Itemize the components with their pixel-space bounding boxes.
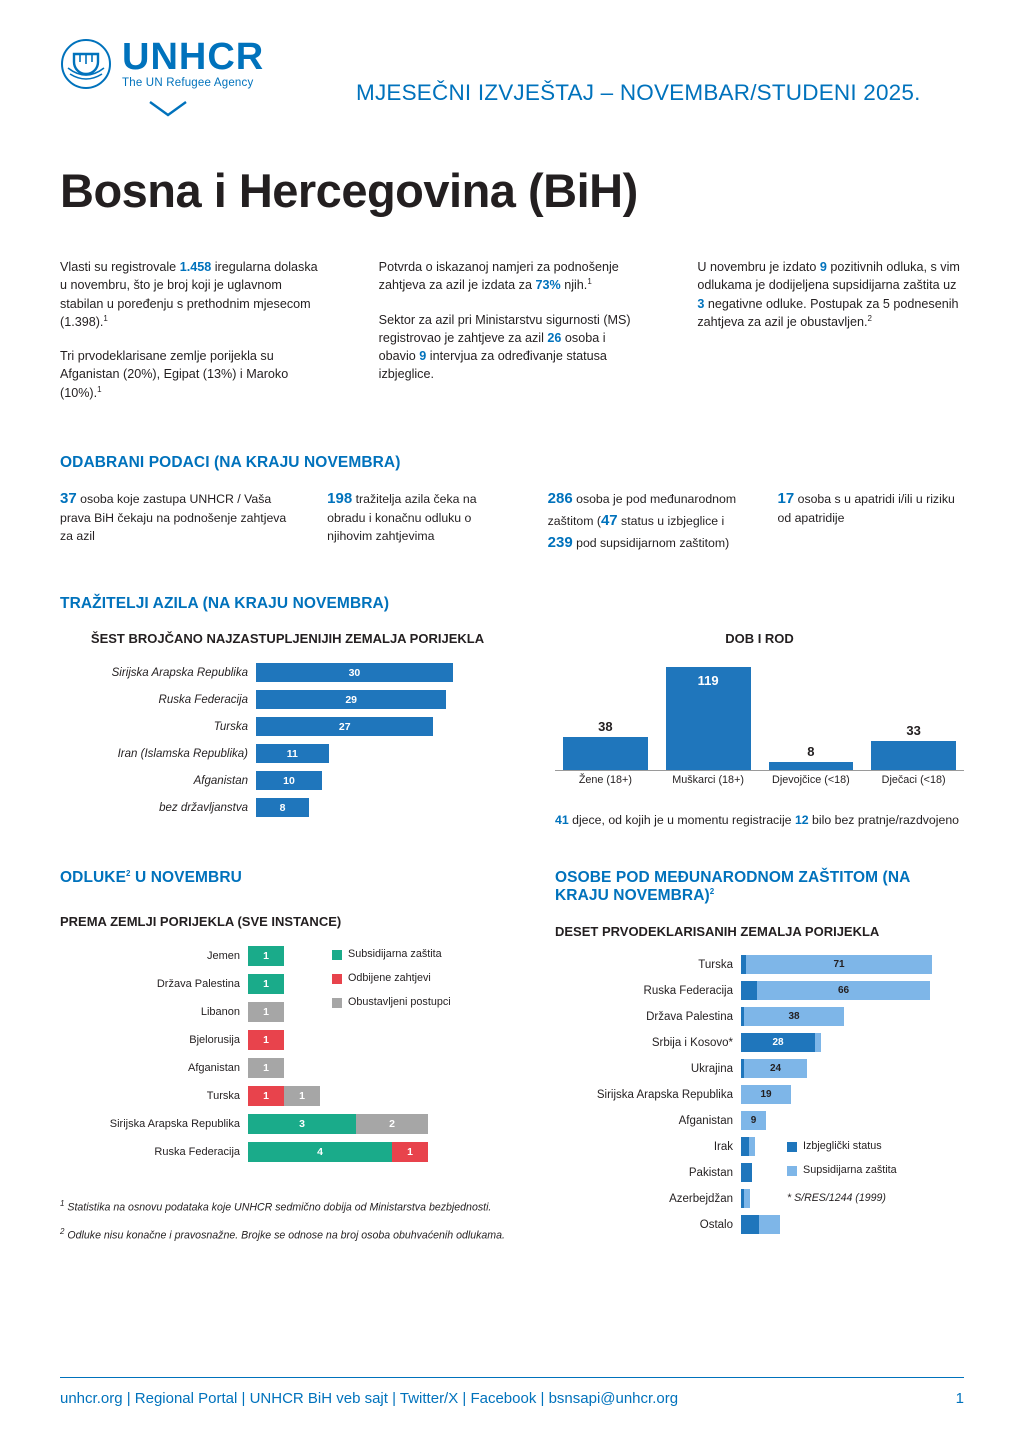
heading-text: U NOVEMBRU (130, 869, 242, 887)
note-text: bilo bez pratnje/razdvojeno (808, 812, 960, 827)
key-stat-text: osoba s u apatridi i/ili u riziku od apatridije (777, 492, 955, 525)
bar-value: 29 (345, 693, 358, 706)
key-stat (548, 488, 744, 553)
chart-column (666, 667, 751, 770)
chart-row (60, 1140, 515, 1164)
lower-charts (60, 869, 964, 1254)
bar-label: Ruska Federacija (158, 693, 248, 706)
intro-text: Vlasti su registrovale (60, 260, 180, 274)
axis-label: Žene (18+) (578, 773, 632, 786)
hbar-chart-origin (60, 662, 515, 819)
section-heading-protection (555, 869, 964, 905)
footnote-marker: 2 (126, 869, 131, 879)
bar-value: 28 (772, 1037, 784, 1049)
bar-label: Ruska Federacija (643, 984, 733, 997)
key-stat (778, 488, 965, 553)
key-stat (60, 488, 293, 553)
chart-row (555, 954, 964, 976)
footnote-text: Statistika na osnovu podataka koje UNHCR sedmično dobija od Ministarstva bezbjednosti. (64, 1201, 492, 1214)
bar-label: Libanon (200, 1005, 240, 1018)
chart-title-text: DOB I ROD (725, 631, 794, 647)
bar-segment (248, 974, 284, 994)
bar-value: 71 (833, 959, 845, 971)
bar-label: Država Palestina (646, 1010, 733, 1023)
legend-label: Supsidijarna zaštita (803, 1163, 897, 1176)
bar-segment (248, 946, 284, 966)
bar-value: 8 (807, 743, 815, 759)
intro-columns (60, 258, 964, 418)
bar-value: 3 (299, 1117, 305, 1130)
intro-text: pozitivnih odluka, s vim odlukama je dodijeljena supsidijarna zaštita uz (697, 260, 960, 293)
chart-column (769, 744, 854, 770)
decisions-legend (332, 948, 472, 1020)
legend-label: Subsidijarna zaštita (348, 947, 442, 960)
chart-row (60, 1028, 515, 1052)
bar-value: 38 (788, 1011, 800, 1023)
key-stat-number: 239 (547, 533, 573, 551)
selected-data-row (60, 488, 964, 553)
unhcr-logo (60, 38, 310, 123)
bar-value: 33 (906, 722, 921, 738)
note-number: 41 (555, 812, 569, 827)
bar-segment (248, 1030, 284, 1050)
bar-value: 1 (263, 1061, 269, 1074)
legend-label: Odbijene zahtjevi (348, 971, 431, 984)
key-stat-text: tražitelja azila čeka na obradu i konačnu odluku o njihovim zahtjevima (327, 492, 477, 543)
bar-segment (746, 955, 932, 974)
age-gender-chart (555, 631, 964, 829)
legend-item (787, 1164, 957, 1176)
protection-chart (555, 954, 964, 1236)
bar-value: 66 (837, 985, 850, 997)
bar-value: 1 (263, 1089, 269, 1102)
bar-label: Bjelorusija (189, 1033, 240, 1046)
bar-segment (248, 1114, 356, 1134)
intro-number: 9 (819, 260, 827, 274)
bar-label: Sirijska Arapska Republika (596, 1088, 733, 1101)
intro-col-2 (379, 258, 646, 418)
bar-label: Sirijska Arapska Republika (111, 666, 248, 679)
bar-value: 30 (348, 666, 361, 679)
section-heading-asylum: TRAŽITELJI AZILA (NA KRAJU NOVEMBRA) (60, 595, 390, 613)
footnotes (60, 1198, 515, 1245)
footnote-marker: 1 (60, 1198, 65, 1208)
bar-label: Jemen (206, 949, 240, 962)
page-header (60, 0, 964, 123)
axis-label: Muškarci (18+) (672, 773, 744, 786)
section-heading-decisions (60, 869, 515, 887)
footnote-text: Odluke nisu konačne i pravosnažne. Brojke se odnose na broj osoba obuhvaćenih odlukama. (64, 1229, 505, 1242)
footnote-marker: 1 (587, 277, 592, 287)
bar-label: Afganistan (188, 1061, 240, 1074)
intro-number: 9 (419, 349, 427, 364)
legend-swatch-refugee-status (787, 1142, 797, 1152)
bar-value: 2 (389, 1117, 395, 1130)
bar-value: 10 (283, 774, 295, 787)
footnote-marker: 1 (103, 313, 108, 323)
bar-value: 4 (317, 1145, 323, 1158)
bar-segment (741, 1033, 815, 1052)
bar-label: Azerbejdžan (669, 1192, 733, 1205)
bar-label: Pakistan (688, 1166, 733, 1179)
legend-item (787, 1140, 957, 1152)
unhcr-emblem-icon (60, 38, 112, 90)
protection-footnote: * S/RES/1244 (1999) (787, 1191, 886, 1204)
bar-label: Sirijska Arapska Republika (109, 1117, 240, 1130)
report-title: MJESEČNI IZVJEŠTAJ – NOVEMBAR/STUDENI 2025. (356, 80, 921, 105)
vbar-chart-age-gender (555, 662, 964, 790)
intro-col-1 (60, 258, 327, 418)
chart-row (60, 1112, 515, 1136)
bar-value: 1 (407, 1145, 413, 1158)
chart-row (555, 1110, 964, 1132)
bar-label: Afganistan (193, 774, 248, 787)
intro-text: osoba i obavio (378, 330, 606, 364)
intro-number: 3 (697, 296, 705, 311)
intro-text: njih. (560, 278, 588, 293)
chart-row (555, 1058, 964, 1080)
chevron-down-icon (148, 100, 310, 123)
bar-label: Država Palestina (156, 977, 240, 990)
chart-row (555, 1214, 964, 1236)
bar-segment (356, 1114, 428, 1134)
decisions-chart (60, 944, 515, 1164)
section-heading-selected-data: ODABRANI PODACI (NA KRAJU NOVEMBRA) (60, 454, 401, 472)
note-text: djece, od kojih je u momentu registracije (568, 812, 795, 827)
axis-label: Djevojčice (<18) (772, 773, 850, 786)
bar-value: 19 (760, 1089, 772, 1101)
footnote-marker: 2 (867, 313, 872, 323)
bar-segment (392, 1142, 428, 1162)
bar-value: 1 (263, 977, 269, 990)
chart-row (60, 1084, 515, 1108)
bar-segment (741, 1111, 766, 1130)
bar-label: Ruska Federacija (154, 1145, 240, 1158)
bar-label: Turska (206, 1089, 240, 1102)
bar-label: Iran (Islamska Republika) (117, 747, 248, 760)
bar-label: Srbija i Kosovo* (651, 1036, 733, 1049)
intro-text: U novembru je izdato (697, 260, 820, 274)
page-title: Bosna i Hercegovina (BiH) (60, 164, 638, 217)
chart-row (60, 743, 515, 765)
chart-row (555, 1084, 964, 1106)
chart-row (555, 980, 964, 1002)
bar-segment (744, 1007, 844, 1026)
chart-row (555, 1032, 964, 1054)
key-stat-text: osoba koje zastupa UNHCR / Vaša prava BiH čekaju na podnošenje zahtjeva za azil (60, 492, 287, 543)
footnote-marker: 1 (97, 384, 102, 394)
chart-column (871, 723, 956, 770)
page-footer (60, 1377, 964, 1407)
bar-segment (248, 1002, 284, 1022)
chart-title (555, 631, 964, 647)
bar-label: Afganistan (678, 1114, 733, 1127)
intro-text: iregularna dolaska u novembru, što je broj koji je uglavnom stabilan u poređenju s prethodnim mjesecom (1.398). (60, 260, 318, 329)
chart-title-text: ŠEST BROJČANO NAJZASTUPLJENIJIH ZEMALJA PORIJEKLA (90, 631, 485, 647)
bar-value: 9 (750, 1115, 757, 1127)
legend-swatch-discontinued (332, 998, 342, 1008)
bar-segment (248, 1058, 284, 1078)
key-stat-text: pod supsidijarnom zaštitom) (572, 535, 730, 550)
intro-col-3 (697, 258, 964, 418)
intro-number: 1.458 (179, 260, 212, 274)
logo-wordmark: UNHCR (122, 36, 265, 79)
bar-segment (744, 1059, 807, 1078)
legend-label: Izbjeglički status (803, 1139, 882, 1152)
legend-item (332, 948, 472, 960)
children-note (555, 812, 964, 830)
chart-row (60, 689, 515, 711)
key-stat-number: 198 (327, 490, 353, 508)
footer-links[interactable]: unhcr.org | Regional Portal | UNHCR BiH veb sajt | Twitter/X | Facebook | bsnsapi@unhcr.org (60, 1390, 679, 1407)
bar-label: Turska (213, 720, 248, 733)
bar-label: bez državljanstva (159, 801, 248, 814)
bar-label: Irak (713, 1140, 733, 1153)
intro-text: intervjua za određivanje statusa izbjeglice. (378, 349, 607, 382)
decisions-block (60, 869, 515, 1254)
bar-value: 38 (598, 718, 613, 734)
bar-value: 27 (338, 720, 351, 733)
chart-subtitle: PREMA ZEMLJI PORIJEKLA (SVE INSTANCE) (60, 913, 342, 929)
bar-segment (284, 1086, 320, 1106)
chart-row (555, 1006, 964, 1028)
note-number: 12 (794, 812, 809, 827)
legend-label: Obustavljeni postupci (348, 995, 451, 1008)
intro-text: negativne odluke. Postupak za 5 podnesenih zahtjeva za azil je obustavljen. (697, 296, 959, 329)
asylum-charts (60, 631, 964, 829)
chart-row (60, 662, 515, 684)
footnote-marker: 2 (709, 887, 715, 897)
legend-item (332, 972, 472, 984)
page-number: 1 (955, 1390, 964, 1407)
protection-legend (787, 1140, 957, 1204)
chart-row (60, 716, 515, 738)
bar-segment (741, 1085, 791, 1104)
key-stat-text: osoba je pod međunarodnom zaštitom ( (547, 492, 737, 528)
axis-label: Dječaci (<18) (881, 773, 946, 786)
bar-label: Turska (698, 958, 733, 971)
chart-subtitle: DESET PRVODEKLARISANIH ZEMALJA PORIJEKLA (555, 923, 880, 939)
key-stat-number: 37 (60, 490, 77, 508)
key-stat-number: 47 (600, 511, 618, 529)
bar-segment (248, 1086, 284, 1106)
bar-value: 1 (263, 949, 269, 962)
bar-value: 1 (299, 1089, 305, 1102)
chart-row (60, 797, 515, 819)
intro-text: Tri prvodeklarisane zemlje porijekla su Afganistan (20%), Egipat (13%) i Maroko (10%). (60, 349, 289, 400)
key-stat-number: 17 (777, 490, 795, 508)
legend-swatch-rejected (332, 974, 342, 984)
bar-value: 24 (769, 1063, 782, 1075)
logo-tagline: The UN Refugee Agency (122, 77, 254, 90)
key-stat (327, 488, 514, 553)
key-stat-number: 286 (547, 490, 573, 508)
bar-value: 8 (279, 801, 286, 814)
heading-text: ODLUKE (60, 869, 127, 887)
key-stat-text: status u izbjeglice i (617, 513, 725, 528)
footnote-marker: 2 (60, 1227, 65, 1237)
bar-value: 1 (263, 1033, 269, 1046)
bar-segment (757, 981, 930, 1000)
top-origin-chart (60, 631, 515, 829)
protection-block (555, 869, 964, 1254)
intro-number: 73% (535, 278, 561, 293)
bar-value: 119 (697, 672, 719, 688)
bar-label: Ukrajina (690, 1062, 733, 1075)
chart-title (60, 631, 515, 647)
legend-swatch-subsidiary (332, 950, 342, 960)
bar-label: Ostalo (699, 1218, 733, 1231)
legend-swatch-subsidiary (787, 1166, 797, 1176)
bar-value: 1 (263, 1005, 269, 1018)
chart-row (60, 1056, 515, 1080)
chart-column (563, 719, 648, 770)
bar-value: 11 (286, 747, 298, 760)
intro-text: Sektor za azil pri Ministarstvu sigurnosti (MS) registrovao je zahtjeve za azil (378, 312, 631, 345)
intro-text: Potvrda o iskazanoj namjeri za podnošenje zahtjeva za azil je izdata za (378, 260, 619, 293)
chart-row (60, 770, 515, 792)
intro-number: 26 (547, 330, 562, 345)
heading-text: OSOBE POD MEĐUNARODNOM ZAŠTITOM (NA KRAJU NOVEMBRA) (555, 869, 910, 905)
legend-item (332, 996, 472, 1008)
bar-segment (248, 1142, 392, 1162)
